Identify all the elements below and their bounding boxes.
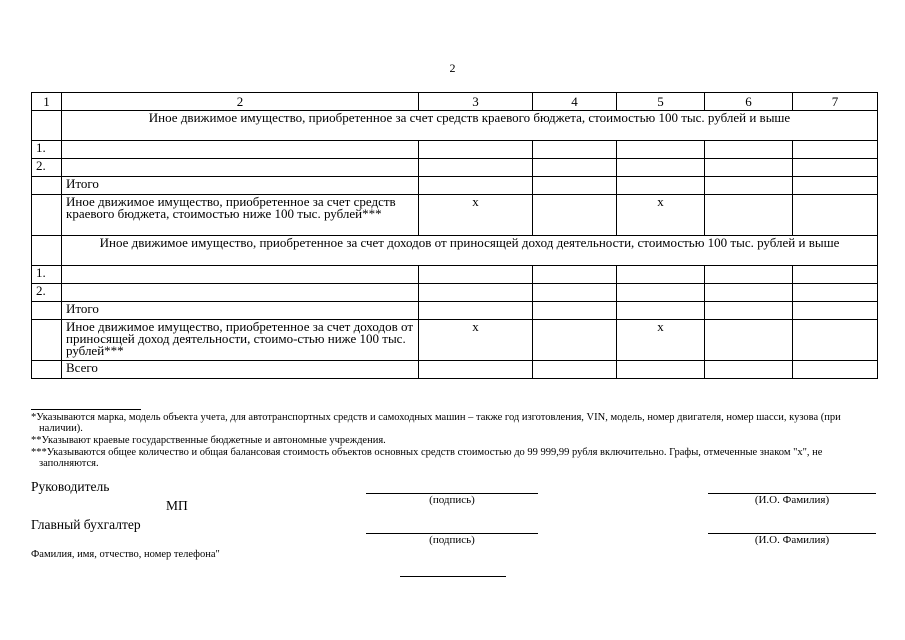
total-label: Итого [62,302,419,320]
table-row [32,284,878,302]
column-header: 5 [617,93,705,111]
column-header: 1 [32,93,62,111]
signature-caption: (подпись) [429,534,475,546]
header-row [32,93,878,111]
below-threshold-row [32,195,878,236]
not-applicable-mark: х [617,320,705,361]
row-label: Иное движимое имущество, приобретенное за счет средств краевого бюджета, стоимостью ниже 100 тыс. рублей*** [62,195,419,236]
property-table [31,92,878,379]
total-row [32,302,878,320]
not-applicable-mark: х [617,195,705,236]
row-number: 2. [32,159,62,177]
row-number: 1. [32,141,62,159]
footnote-divider [31,409,141,410]
column-header: 4 [533,93,617,111]
end-divider [400,576,506,577]
column-header: 7 [793,93,878,111]
below-threshold-row [32,320,878,361]
column-header: 2 [62,93,419,111]
footnote-3: ***Указываются общее количество и общая балансовая стоимость объектов основных средств стоимостью до 99 999,99 рубля включительно. Графы, отмеченные знаком "х", не заполняются. [31,447,823,469]
footnotes [31,409,881,470]
not-applicable-mark: х [419,195,533,236]
row-number: 1. [32,266,62,284]
contact-label: Фамилия, имя, отчество, номер телефона" [31,549,220,560]
section-title: Иное движимое имущество, приобретенное за счет доходов от приносящей доход деятельности, стоимостью 100 тыс. рублей и выше [62,236,878,266]
footnote-1: *Указываются марка, модель объекта учета, для автотранспортных средств и самоходных машин – также год изготовления, VIN, модель, номер двигателя, номер шасси, кузова (при наличии). [31,412,841,434]
column-header: 6 [705,93,793,111]
total-row [32,177,878,195]
table-row [32,159,878,177]
table-row [32,266,878,284]
total-label: Итого [62,177,419,195]
footnote-2: **Указывают краевые государственные бюджетные и автономные учреждения. [31,435,386,446]
column-header: 3 [419,93,533,111]
name-caption: (И.О. Фамилия) [754,534,830,546]
section-title: Иное движимое имущество, приобретенное за счет средств краевого бюджета, стоимостью 100 тыс. рублей и выше [62,111,878,141]
signature-caption: (подпись) [429,494,475,506]
row-label: Иное движимое имущество, приобретенное за счет доходов от приносящей доход деятельности, стоимо-стью ниже 100 тыс. рублей*** [62,320,419,361]
stamp-label: МП [166,498,188,513]
row-number: 2. [32,284,62,302]
chief-accountant-label: Главный бухгалтер [31,517,141,532]
grand-total-label: Всего [62,361,419,379]
not-applicable-mark: х [419,320,533,361]
page-number: 2 [449,61,456,75]
head-label: Руководитель [31,479,110,494]
grand-total-row [32,361,878,379]
name-caption: (И.О. Фамилия) [754,494,830,506]
section-row [32,236,878,266]
table-row [32,141,878,159]
section-row [32,111,878,141]
